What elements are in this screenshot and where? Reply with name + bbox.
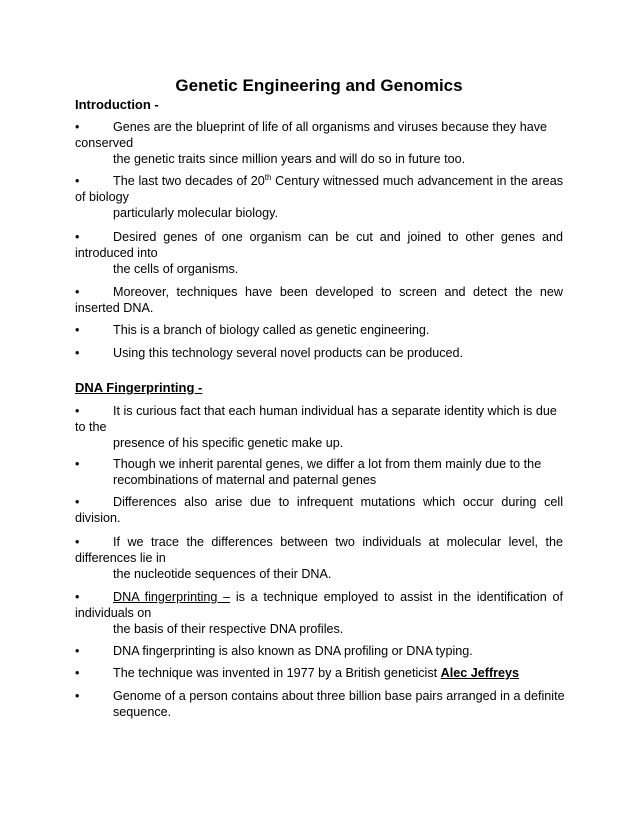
- intro-bullet-5: [75, 322, 563, 338]
- bullet-icon: •: [75, 120, 80, 134]
- bullet-text: Genome of a person contains about three billion base pairs arranged in a definite: [113, 689, 565, 703]
- dna-bullet-3: [75, 494, 563, 526]
- bullet-text: Using this technology several novel products can be produced.: [113, 346, 464, 360]
- bullet-icon: •: [75, 174, 80, 188]
- dna-fingerprinting-term: DNA fingerprinting –: [113, 590, 231, 604]
- bullet-icon: •: [75, 230, 80, 244]
- dna-bullet-2: [75, 456, 563, 488]
- inventor-name: Alec Jeffreys: [440, 666, 520, 680]
- bullet-text: recombinations of maternal and paternal genes: [113, 473, 377, 487]
- bullet-icon: •: [75, 644, 80, 658]
- bullet-text: particularly molecular biology.: [113, 206, 278, 220]
- bullet-text: Moreover, techniques have been developed to screen and detect the new: [113, 285, 563, 299]
- bullet-text: is a technique employed to assist in the identification of: [230, 590, 563, 604]
- bullet-text: individuals on: [75, 606, 152, 620]
- bullet-text: DNA fingerprinting is also known as DNA profiling or DNA typing.: [113, 644, 473, 658]
- intro-bullet-6: [75, 345, 563, 361]
- bullet-icon: •: [75, 346, 80, 360]
- bullet-text: This is a branch of biology called as genetic engineering.: [113, 323, 430, 337]
- intro-bullet-4: [75, 284, 563, 316]
- bullet-text: It is curious fact that each human individual has a separate identity which is due: [113, 404, 557, 418]
- bullet-icon: •: [75, 323, 80, 337]
- bullet-text: of biology: [75, 190, 129, 204]
- bullet-text: the genetic traits since million years and will do so in future too.: [113, 152, 466, 166]
- dna-bullet-6: [75, 643, 563, 659]
- dna-bullet-8: [75, 688, 563, 720]
- bullet-text: Though we inherit parental genes, we differ a lot from them mainly due to the: [113, 457, 542, 471]
- intro-heading: Introduction -: [75, 97, 159, 112]
- bullet-icon: •: [75, 689, 80, 703]
- bullet-text: the nucleotide sequences of their DNA.: [113, 567, 332, 581]
- bullet-text: Differences also arise due to infrequent mutations which occur during cell: [113, 495, 563, 509]
- dna-bullet-7: [75, 665, 563, 681]
- bullet-icon: •: [75, 535, 80, 549]
- bullet-text: division.: [75, 511, 121, 525]
- bullet-text: differences lie in: [75, 551, 166, 565]
- bullet-text: Genes are the blueprint of life of all organisms and viruses because they have: [113, 120, 548, 134]
- intro-bullet-1: [75, 119, 563, 167]
- bullet-icon: •: [75, 590, 80, 604]
- dna-bullet-5: [75, 589, 563, 637]
- intro-bullet-3: [75, 229, 563, 277]
- bullet-icon: •: [75, 285, 80, 299]
- bullet-text: inserted DNA.: [75, 301, 154, 315]
- bullet-text: If we trace the differences between two individuals at molecular level, the: [113, 535, 563, 549]
- bullet-text: Century witnessed much advancement in the areas: [271, 174, 563, 188]
- bullet-icon: •: [75, 495, 80, 509]
- bullet-text: the basis of their respective DNA profiles.: [113, 622, 344, 636]
- bullet-icon: •: [75, 457, 80, 471]
- bullet-text: presence of his specific genetic make up.: [113, 436, 344, 450]
- dna-bullet-1: [75, 403, 563, 451]
- intro-bullet-2: [75, 173, 563, 221]
- bullet-icon: •: [75, 666, 80, 680]
- bullet-icon: •: [75, 404, 80, 418]
- bullet-text: Desired genes of one organism can be cut and joined to other genes and: [113, 230, 563, 244]
- bullet-text: sequence.: [113, 705, 172, 719]
- bullet-text: the cells of organisms.: [113, 262, 239, 276]
- page-title: Genetic Engineering and Genomics: [175, 76, 463, 95]
- bullet-text: introduced into: [75, 246, 158, 260]
- bullet-text: to the: [75, 420, 107, 434]
- bullet-text: conserved: [75, 136, 134, 150]
- dna-fingerprinting-heading: DNA Fingerprinting -: [75, 380, 203, 395]
- bullet-text: The last two decades of 20: [113, 174, 265, 188]
- dna-bullet-4: [75, 534, 563, 582]
- bullet-text: The technique was invented in 1977 by a British geneticist: [113, 666, 441, 680]
- superscript: th: [264, 172, 272, 182]
